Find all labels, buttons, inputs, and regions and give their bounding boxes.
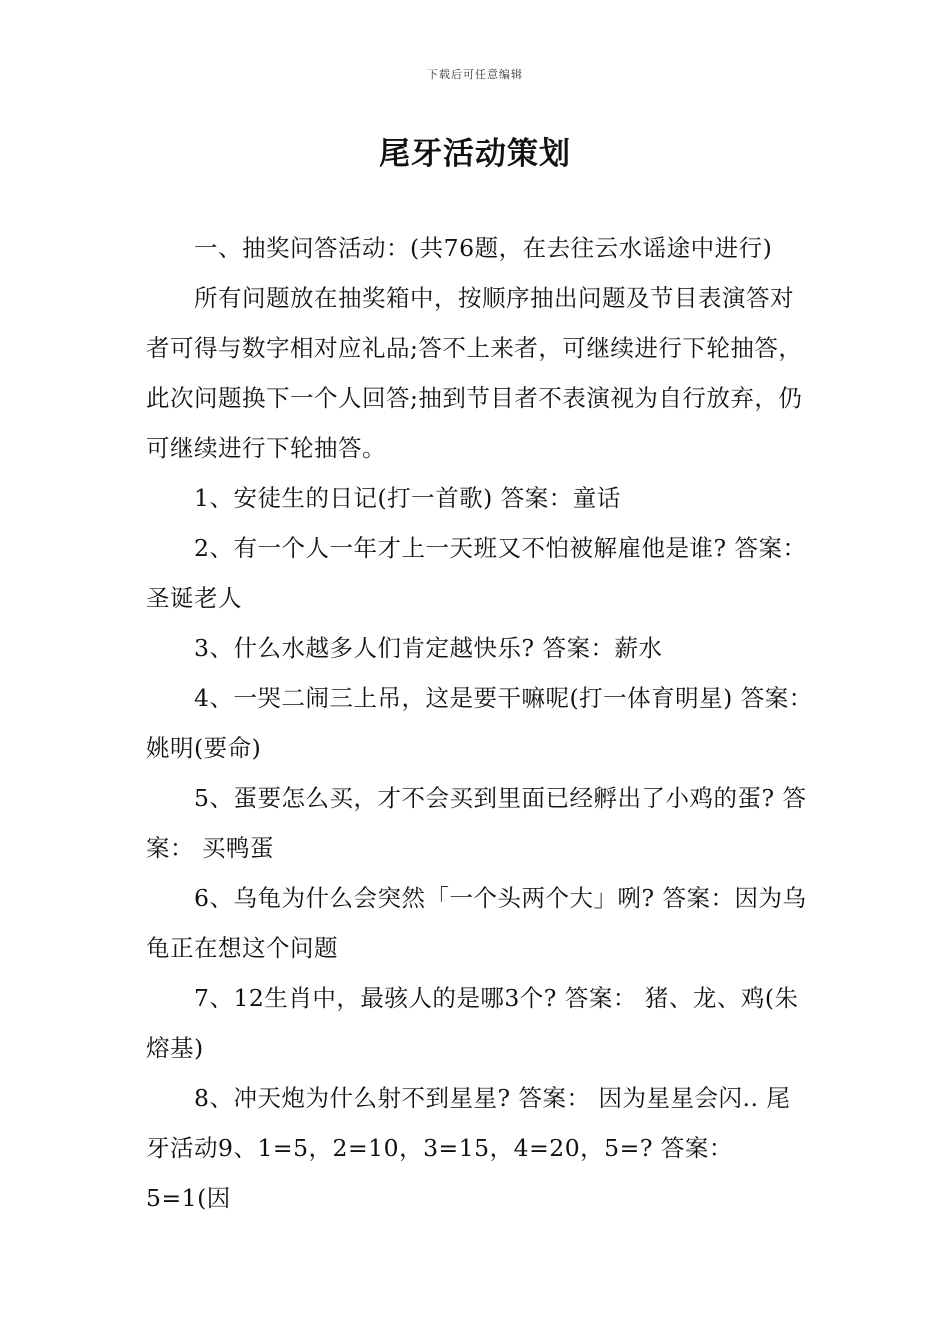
question-6: 6、乌龟为什么会突然「一个头两个大」咧? 答案：因为乌龟正在想这个问题 (146, 884, 807, 962)
header-note: 下载后可任意编辑 (427, 68, 523, 81)
question-5: 5、蛋要怎么买，才不会买到里面已经孵出了小鸡的蛋? 答案： 买鸭蛋 (146, 784, 807, 862)
question-2: 2、有一个人一年才上一天班又不怕被解雇他是谁? 答案：圣诞老人 (146, 534, 807, 612)
question-7: 7、12生肖中，最骇人的是哪3个? 答案： 猪、龙、鸡(朱熔基) (146, 984, 799, 1062)
question-1: 1、安徒生的日记(打一首歌) 答案：童话 (194, 484, 621, 512)
question-3: 3、什么水越多人们肯定越快乐? 答案：薪水 (194, 634, 663, 662)
question-8-9: 8、冲天炮为什么射不到星星? 答案： 因为星星会闪.. 尾牙活动9、1=5，2=10，3=15，4=20，5=? 答案：5=1(因 (146, 1084, 791, 1212)
paragraph-rules: 所有问题放在抽奖箱中，按顺序抽出问题及节目表演答对者可得与数字相对应礼品;答不上来者，可继续进行下轮抽答，此次问题换下一个人回答;抽到节目者不表演视为自行放弃，仍可继续进行下轮抽答。 (146, 284, 803, 462)
document-body (146, 223, 814, 1223)
paragraph-section-heading: 一、抽奖问答活动：(共76题，在去往云水谣途中进行) (194, 234, 773, 262)
page-title: 尾牙活动策划 (379, 136, 571, 172)
question-4: 4、一哭二闹三上吊，这是要干嘛呢(打一体育明星) 答案：姚明(要命) (146, 684, 813, 762)
